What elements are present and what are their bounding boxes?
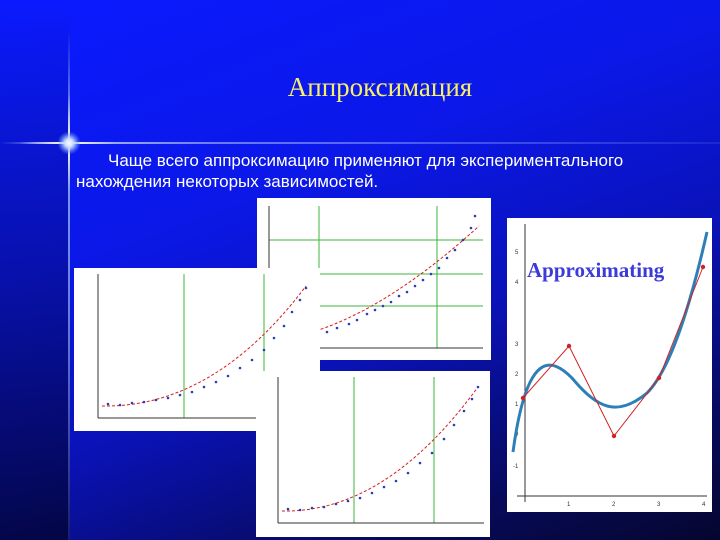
- slide-title: Аппроксимация: [287, 72, 473, 102]
- scatter-plot-bottom-graphic: [256, 371, 490, 537]
- scatter-plot-bottom: [256, 371, 490, 537]
- x-tick-label: 3: [657, 502, 661, 508]
- intro-line-1: Чаще всего аппроксимацию применяют для экспериментального: [108, 151, 624, 170]
- y-tick-label: 0: [515, 432, 519, 438]
- x-tick-label: 2: [612, 502, 616, 508]
- polyline-through-points: [523, 267, 703, 436]
- y-tick-label: 3: [515, 342, 519, 348]
- y-tick-label: -1: [513, 464, 519, 470]
- y-tick-label: 2: [515, 372, 519, 378]
- approximating-title: Approximating: [527, 258, 665, 282]
- data-points: [521, 265, 705, 438]
- x-tick-label: 4: [702, 502, 706, 508]
- intro-text: [76, 150, 716, 192]
- fit-curve: [282, 387, 478, 511]
- data-points: [287, 386, 480, 512]
- approximating-plot: [507, 218, 712, 512]
- y-tick-label: 1: [515, 402, 519, 408]
- x-tick-label: 1: [567, 502, 571, 508]
- intro-line-2: нахождения некоторых зависимостей.: [76, 172, 379, 191]
- y-tick-label: 4: [515, 280, 519, 286]
- y-tick-label: 5: [515, 250, 519, 256]
